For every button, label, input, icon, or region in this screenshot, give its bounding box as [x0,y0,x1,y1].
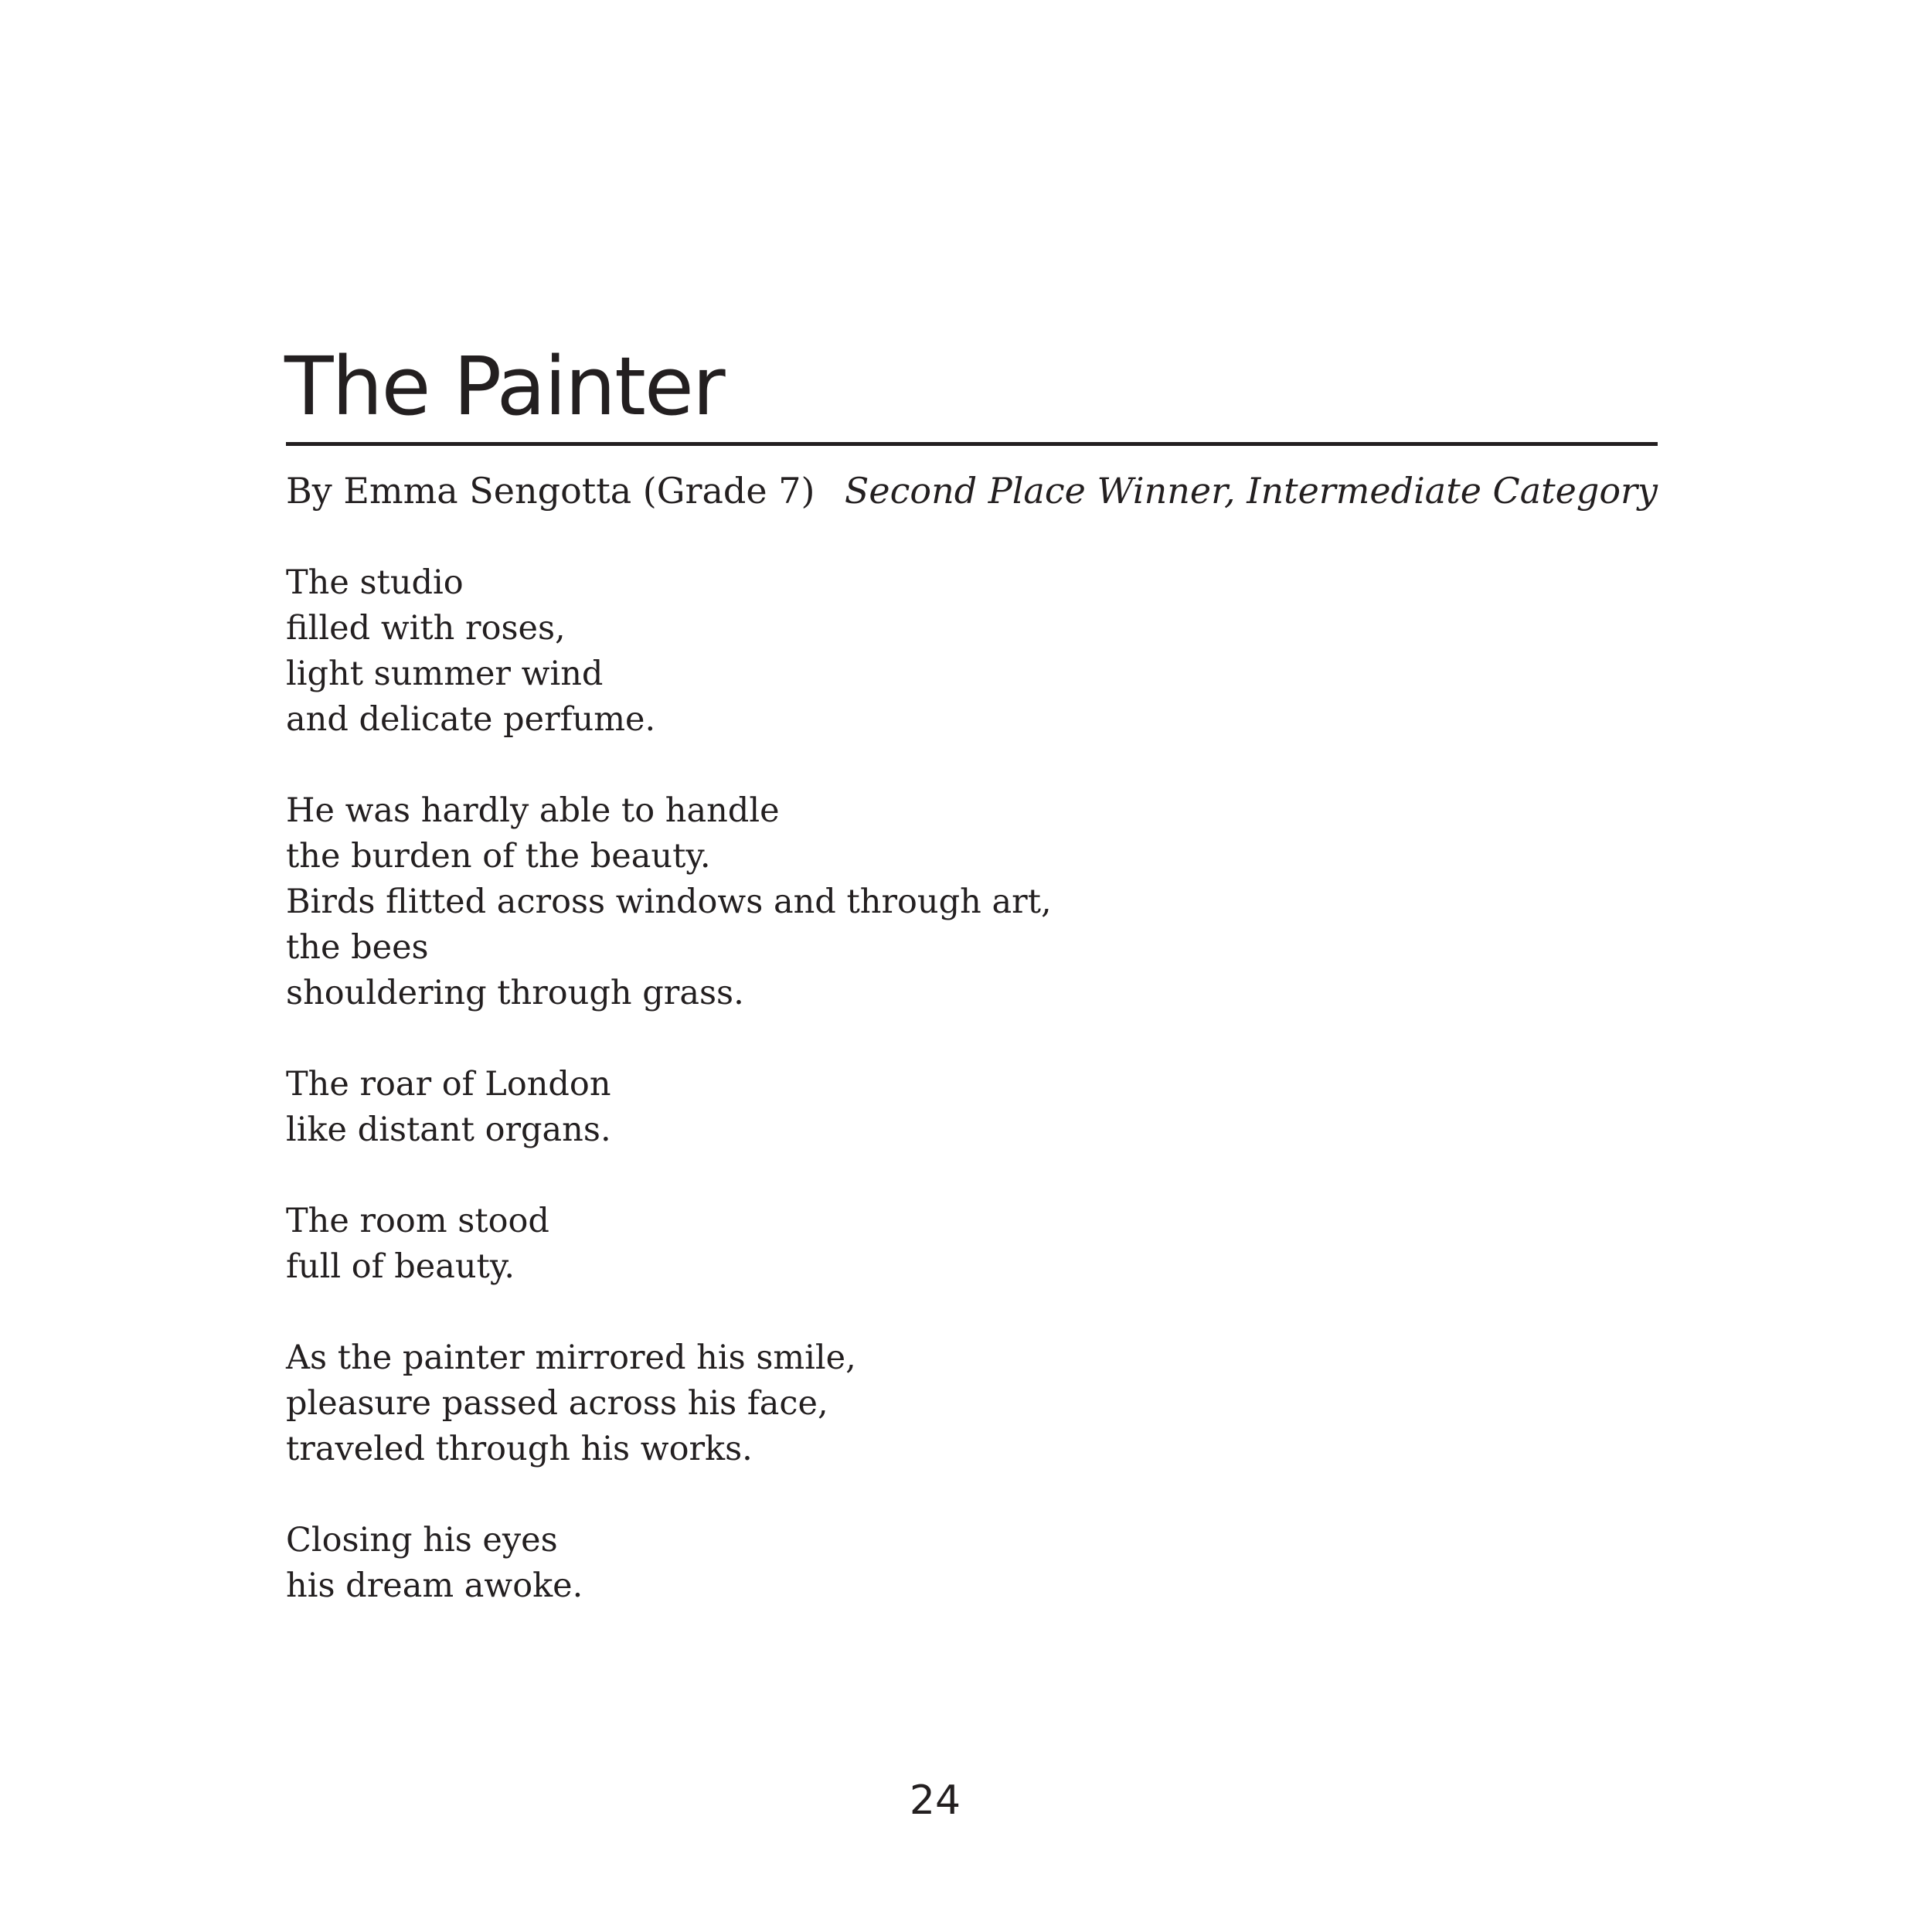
poem-title: The Painter [284,339,724,434]
poem-body [286,560,1052,1655]
poem-stanza [286,560,1052,743]
poem-line: and delicate perfume. [286,700,656,739]
author-line: By Emma Sengotta (Grade 7) [286,470,815,512]
poem-line: The roar of London [286,1065,611,1104]
poem-stanza [286,788,1052,1016]
title-divider [286,442,1658,446]
poem-line: full of beauty. [286,1247,515,1286]
byline [286,468,1658,514]
poem-line: As the painter mirrored his smile, [286,1338,856,1377]
poem-stanza [286,1062,1052,1153]
poem-line: like distant organs. [286,1111,611,1149]
award-line: Second Place Winner, Intermediate Category [844,470,1658,512]
poem-line: Birds flitted across windows and through art, [286,883,1052,921]
poem-line: The room stood [286,1202,549,1240]
poem-line: pleasure passed across his face, [286,1384,828,1423]
poem-line: light summer wind [286,655,604,693]
poem-line: Closing his eyes [286,1521,558,1560]
poem-stanza [286,1199,1052,1290]
page-number: 24 [909,1777,961,1824]
poem-stanza [286,1518,1052,1609]
poem-line: filled with roses, [286,609,566,648]
poem-line: traveled through his works. [286,1430,753,1468]
poem-line: the burden of the beauty. [286,837,711,876]
poem-stanza [286,1335,1052,1472]
poem-line: shouldering through grass. [286,974,744,1012]
poem-line: his dream awoke. [286,1566,583,1605]
poem-line: the bees [286,928,429,967]
poem-line: The studio [286,563,464,602]
poem-line: He was hardly able to handle [286,791,780,830]
